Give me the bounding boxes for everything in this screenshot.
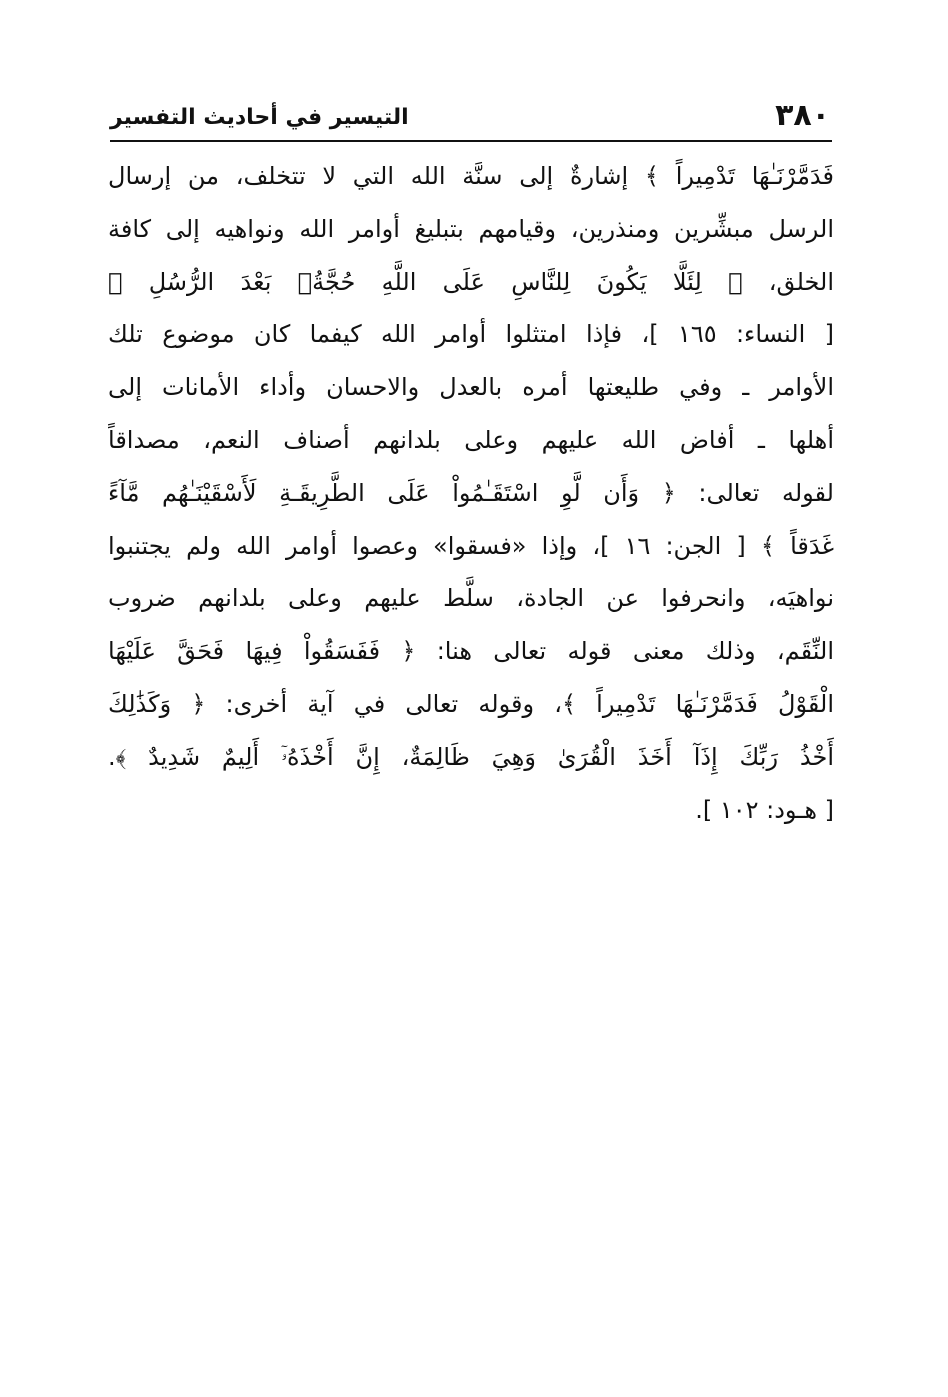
text-line: الرسل مبشِّرين ومنذرين، وقيامهم بتبليغ أوامر الله ونواهيه إلى كافة bbox=[108, 214, 834, 243]
text-line: أَخْذُ رَبِّكَ إِذَآ أَخَذَ الْقُرَىٰ وَهِيَ ظَالِمَةٌ، إِنَّ أَخْذَهُۥٓ أَلِيمٌ شَدِيدٌ ﴾. bbox=[108, 742, 834, 771]
text-line: النِّقَم، وذلك معنى قوله تعالى هنا: ﴿ فَفَسَقُواْ فِيهَا فَحَقَّ عَلَيْهَا bbox=[108, 637, 834, 666]
page-header bbox=[110, 96, 830, 140]
text-line: فَدَمَّرْنَـٰهَا تَدْمِيراً ﴾ إشارةٌ إلى سنَّة الله التي لا تتخلف، من إرسال bbox=[108, 162, 834, 190]
text-line: لقوله تعالى: ﴿ وَأَن لَّوِ اسْتَقَـٰمُواْ عَلَى الطَّرِيقَـةِ لَأَسْقَيْنَـٰهُم مَّآءً bbox=[108, 478, 834, 507]
text-line: [ هـود: ١٠٢ ]. bbox=[695, 795, 834, 824]
text-line: غَدَقاً ﴾ [ الجن: ١٦ ]، وإذا «فسقوا» وعصوا أوامر الله ولم يجتنبوا bbox=[108, 531, 834, 560]
page-number: ٣٨٠ bbox=[775, 98, 830, 133]
text-line: الأوامر ـ وفي طليعتها أمره بالعدل والاحسان وأداء الأمانات إلى bbox=[108, 373, 834, 402]
text-line: الْقَوْلُ فَدَمَّرْنَـٰهَا تَدْمِيراً ﴾، وقوله تعالى في آية أخرى: ﴿ وَكَذَٰلِكَ bbox=[108, 689, 834, 718]
text-line: أهلها ـ أفاض الله عليهم وعلى بلدانهم أصناف النعم، مصداقاً bbox=[108, 425, 834, 454]
text-line: نواهيَه، وانحرفوا عن الجادة، سلَّط عليهم وعلى بلدانهم ضروب bbox=[108, 584, 834, 613]
running-title: التيسير في أحاديث التفسير bbox=[110, 105, 409, 130]
text-line: الخلق، ﴿ لِئَلَّا يَكُونَ لِلنَّاسِ عَلَى اللَّهِ حُجَّةُۢ بَعْدَ الرُّسُلِ ﴾ bbox=[108, 267, 834, 296]
text-line: [ النساء: ١٦٥ ]، فإذا امتثلوا أوامر الله كيفما كان موضوع تلك bbox=[108, 320, 834, 349]
body-text bbox=[108, 150, 834, 836]
header-divider bbox=[110, 140, 832, 142]
